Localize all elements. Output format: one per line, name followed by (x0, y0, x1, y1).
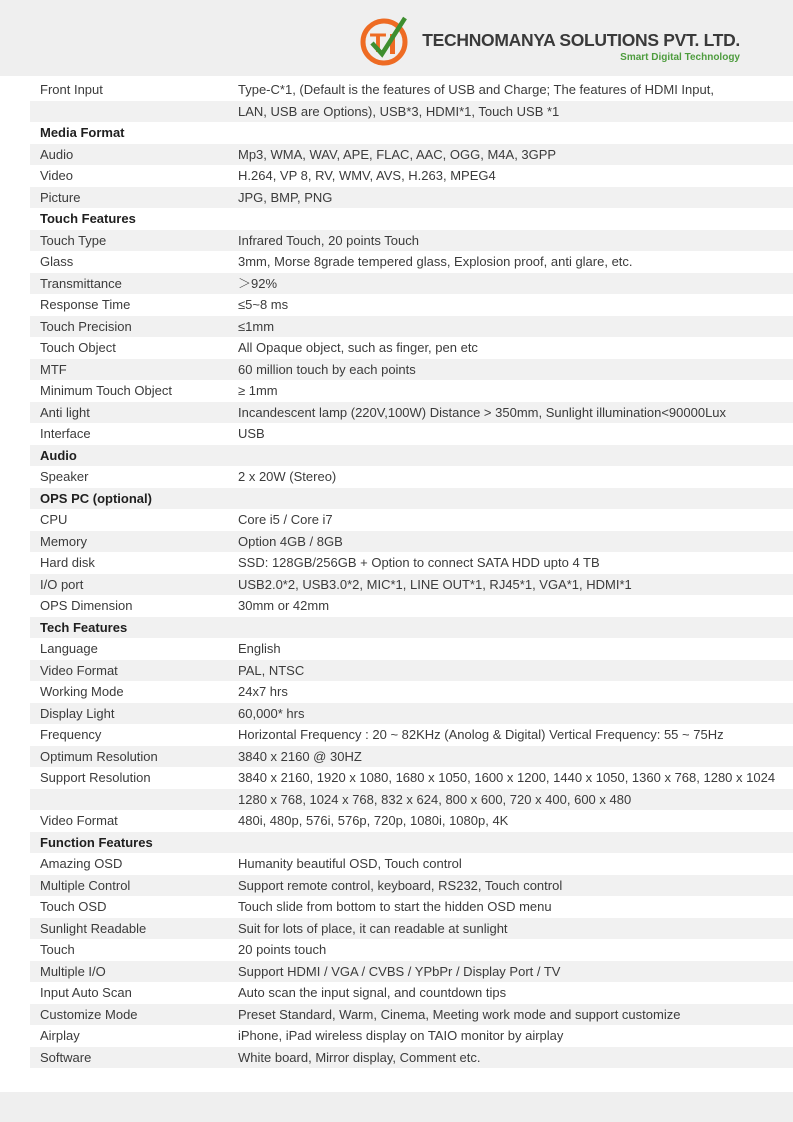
spec-row (30, 1004, 793, 1026)
spec-value: Support remote control, keyboard, RS232, Touch control (238, 877, 563, 893)
spec-label: Function Features (40, 834, 153, 850)
spec-row (30, 273, 793, 295)
spec-value: Option 4GB / 8GB (238, 533, 343, 549)
spec-label: Speaker (40, 469, 89, 484)
spec-label: Customize Mode (40, 1006, 138, 1022)
spec-row (30, 746, 793, 768)
spec-row (30, 101, 793, 123)
spec-section-row (30, 617, 793, 639)
spec-label: MTF (40, 361, 67, 377)
spec-value: Type-C*1, (Default is the features of USB and Charge; The features of HDMI Input, (238, 82, 714, 97)
spec-row (30, 703, 793, 725)
spec-value: 3840 x 2160 @ 30HZ (238, 748, 362, 764)
spec-label: Touch (40, 942, 75, 957)
spec-value: ＞92% (238, 275, 278, 291)
spec-value: JPG, BMP, PNG (238, 189, 333, 205)
spec-value: Touch slide from bottom to start the hidden OSD menu (238, 899, 552, 914)
spec-label: Input Auto Scan (40, 985, 132, 1000)
company-name: TECHNOMANYA SOLUTIONS PVT. LTD. (422, 29, 740, 50)
spec-value: 480i, 480p, 576i, 576p, 720p, 1080i, 1080p, 4K (238, 813, 509, 828)
spec-row (30, 402, 793, 424)
spec-label: Touch Object (40, 340, 116, 355)
spec-section-row (30, 832, 793, 854)
spec-value: All Opaque object, such as finger, pen etc (238, 340, 478, 355)
spec-value: 60,000* hrs (238, 705, 305, 721)
spec-value: White board, Mirror display, Comment etc. (238, 1049, 481, 1065)
logo-monogram: T (370, 28, 387, 58)
spec-section-row (30, 122, 793, 144)
spec-label: Tech Features (40, 619, 128, 635)
spec-value: 3mm, Morse 8grade tempered glass, Explosion proof, anti glare, etc. (238, 254, 633, 269)
spec-label: Optimum Resolution (40, 748, 158, 764)
spec-row (30, 509, 793, 531)
spec-row (30, 724, 793, 746)
spec-row (30, 79, 793, 101)
spec-row (30, 638, 793, 660)
spec-label: OPS PC (optional) (40, 490, 152, 506)
spec-label: Memory (40, 533, 87, 549)
spec-value: Humanity beautiful OSD, Touch control (238, 856, 462, 871)
spec-row (30, 789, 793, 811)
spec-label: Audio (40, 447, 77, 463)
spec-row (30, 466, 793, 488)
spec-row (30, 144, 793, 166)
spec-value: Mp3, WMA, WAV, APE, FLAC, AAC, OGG, M4A, 3GPP (238, 146, 557, 162)
brand-text (422, 17, 740, 63)
spec-label: Software (40, 1049, 92, 1065)
spec-label: Response Time (40, 297, 131, 312)
spec-value: Suit for lots of place, it can readable at sunlight (238, 920, 508, 936)
spec-label: I/O port (40, 576, 84, 592)
spec-value: English (238, 641, 281, 656)
spec-row (30, 165, 793, 187)
spec-row (30, 574, 793, 596)
spec-row (30, 337, 793, 359)
spec-value: 24x7 hrs (238, 684, 288, 699)
spec-label: Transmittance (40, 275, 122, 291)
spec-label: Interface (40, 426, 91, 441)
spec-value: USB2.0*2, USB3.0*2, MIC*1, LINE OUT*1, RJ45*1, VGA*1, HDMI*1 (238, 576, 632, 592)
spec-row (30, 359, 793, 381)
spec-label: Glass (40, 254, 74, 269)
spec-value: Core i5 / Core i7 (238, 512, 333, 527)
spec-row (30, 187, 793, 209)
spec-value: 1280 x 768, 1024 x 768, 832 x 624, 800 x 600, 720 x 400, 600 x 480 (238, 791, 632, 807)
spec-row (30, 961, 793, 983)
spec-label: CPU (40, 512, 68, 527)
spec-label: Media Format (40, 125, 125, 140)
spec-row (30, 853, 793, 875)
brand-tagline: Smart Digital Technology (620, 52, 740, 64)
spec-value: Support HDMI / VGA / CVBS / YPbPr / Display Port / TV (238, 963, 561, 979)
spec-row (30, 251, 793, 273)
spec-row (30, 982, 793, 1004)
spec-label: Picture (40, 189, 81, 205)
spec-row (30, 767, 793, 789)
tm-logo-icon (357, 11, 415, 69)
spec-label: Hard disk (40, 555, 95, 570)
spec-row (30, 1025, 793, 1047)
spec-row (30, 552, 793, 574)
spec-row (30, 316, 793, 338)
spec-label: Anti light (40, 404, 90, 420)
spec-label: Amazing OSD (40, 856, 123, 871)
spec-value: 20 points touch (238, 942, 327, 957)
spec-row (30, 380, 793, 402)
spec-section-row (30, 488, 793, 510)
spec-value: Horizontal Frequency : 20 ~ 82KHz (Anolog & Digital) Vertical Frequency: 55 ~ 75Hz (238, 727, 724, 742)
spec-label: Touch OSD (40, 899, 107, 914)
spec-label: Front Input (40, 82, 103, 97)
spec-label: Video Format (40, 662, 118, 678)
spec-label: Video Format (40, 813, 118, 828)
spec-value: Preset Standard, Warm, Cinema, Meeting work mode and support customize (238, 1006, 681, 1022)
spec-label: Sunlight Readable (40, 920, 147, 936)
spec-section-row (30, 445, 793, 467)
spec-label: Support Resolution (40, 770, 151, 785)
spec-value: H.264, VP 8, RV, WMV, AVS, H.263, MPEG4 (238, 168, 496, 183)
spec-value: 3840 x 2160, 1920 x 1080, 1680 x 1050, 1600 x 1200, 1440 x 1050, 1360 x 768, 1280 x 1024 (238, 770, 776, 785)
spec-label: Frequency (40, 727, 102, 742)
spec-row (30, 660, 793, 682)
spec-row (30, 294, 793, 316)
spec-row (30, 595, 793, 617)
spec-value: Infrared Touch, 20 points Touch (238, 232, 419, 248)
spec-row (30, 423, 793, 445)
spec-row (30, 918, 793, 940)
spec-value: LAN, USB are Options), USB*3, HDMI*1, Touch USB *1 (238, 103, 560, 119)
spec-label: Language (40, 641, 98, 656)
spec-label: Touch Features (40, 211, 136, 226)
spec-label: Multiple I/O (40, 963, 106, 979)
spec-value: Incandescent lamp (220V,100W) Distance > 350mm, Sunlight illumination<90000Lux (238, 404, 727, 420)
spec-value: 60 million touch by each points (238, 361, 416, 377)
spec-value: PAL, NTSC (238, 662, 305, 678)
spec-value: ≥ 1mm (238, 383, 278, 398)
spec-label: Touch Type (40, 232, 107, 248)
page-header (0, 0, 793, 76)
spec-label: Multiple Control (40, 877, 131, 893)
spec-row (30, 896, 793, 918)
spec-label: Touch Precision (40, 318, 132, 334)
page-footer (0, 1092, 793, 1122)
spec-value: USB (238, 426, 265, 441)
spec-section-row (30, 208, 793, 230)
spec-value: ≤5~8 ms (238, 297, 289, 312)
spec-value: SSD: 128GB/256GB + Option to connect SATA HDD upto 4 TB (238, 555, 600, 570)
spec-table (30, 79, 793, 1068)
spec-value: 30mm or 42mm (238, 598, 330, 613)
spec-label: Working Mode (40, 684, 124, 699)
spec-value: ≤1mm (238, 318, 275, 334)
brand-logo (357, 11, 740, 69)
spec-value: iPhone, iPad wireless display on TAIO monitor by airplay (238, 1028, 564, 1043)
spec-row (30, 1047, 793, 1069)
spec-row (30, 939, 793, 961)
spec-label: Minimum Touch Object (40, 383, 172, 398)
spec-row (30, 531, 793, 553)
spec-row (30, 681, 793, 703)
spec-value: 2 x 20W (Stereo) (238, 469, 337, 484)
spec-row (30, 230, 793, 252)
spec-row (30, 875, 793, 897)
spec-label: Audio (40, 146, 74, 162)
spec-label: OPS Dimension (40, 598, 133, 613)
spec-label: Airplay (40, 1028, 80, 1043)
spec-label: Display Light (40, 705, 115, 721)
spec-row (30, 810, 793, 832)
spec-value: Auto scan the input signal, and countdown tips (238, 985, 507, 1000)
spec-label: Video (40, 168, 74, 183)
